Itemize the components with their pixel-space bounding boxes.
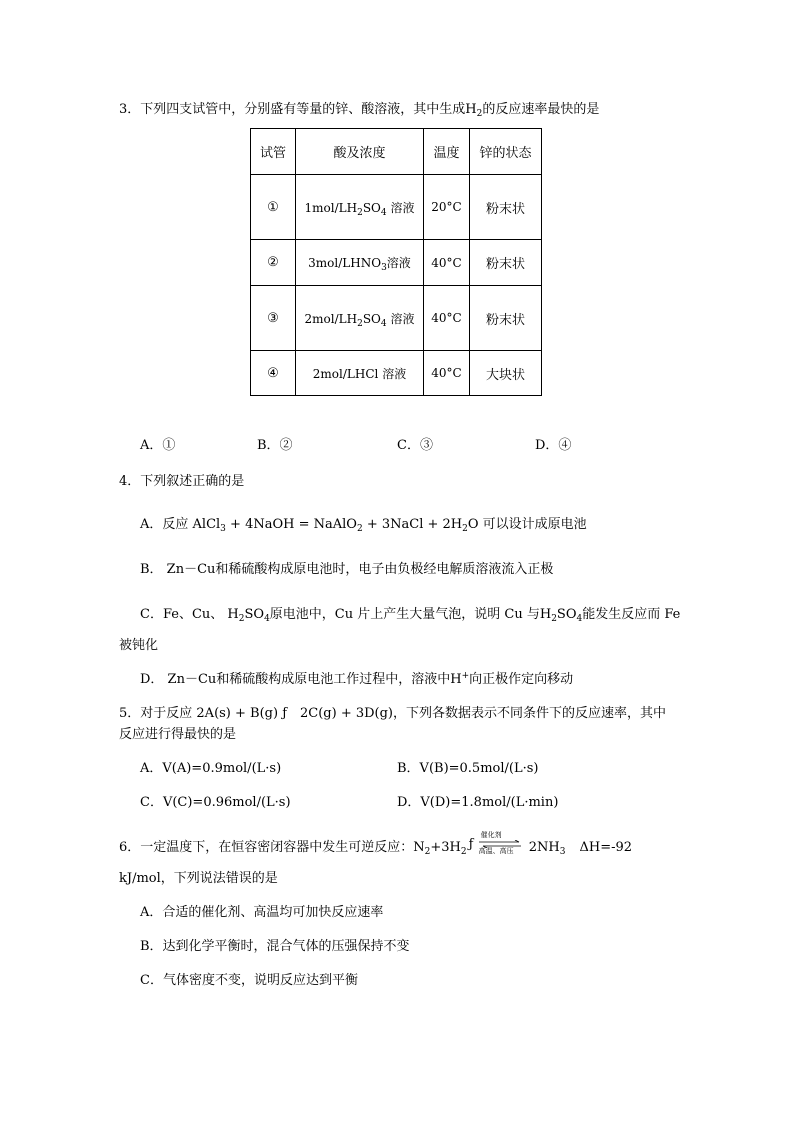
q4-option-d[interactable]: D． Zn－Cu和稀硫酸构成原电池工作过程中，溶液中H+向正极作定向移动: [140, 671, 574, 687]
q5-stem-line2: 反应进行得最快的是: [119, 727, 237, 742]
row-acid: $2mol/LH_2SO_4$ 溶液: [296, 286, 424, 351]
row-acid: 2mol/LHCl 溶液: [296, 351, 424, 396]
row-temp: 40°C: [424, 240, 470, 286]
header-zinc-state: 锌的状态: [470, 129, 542, 175]
row-id: ①: [251, 175, 296, 240]
row-state: 粉末状: [470, 240, 542, 286]
q3-stem: 3．下列四支试管中，分别盛有等量的锌、酸溶液，其中生成$H_2$的反应速率最快的是: [119, 102, 600, 119]
reversible-arrow: ƒ 催化剂 高温、高压: [467, 837, 525, 851]
q6-option-b[interactable]: B．达到化学平衡时，混合气体的压强保持不变: [140, 939, 410, 954]
q6-stem-line2: kJ/mol，下列说法错误的是: [119, 871, 278, 886]
q5-option-c[interactable]: C．V(C)=0.96mol/(L·s): [140, 795, 291, 810]
table-row: [251, 175, 542, 240]
q3-table: [250, 128, 542, 396]
table-header-row: [251, 129, 542, 175]
table-row: [251, 351, 542, 396]
q4-option-a[interactable]: A．反应 AlCl$_3$ + 4NaOH = NaAlO$_2$ + 3NaCl + $2H_2O$ 可以设计成原电池: [140, 517, 587, 534]
row-id: ②: [251, 240, 296, 286]
row-id: ④: [251, 351, 296, 396]
q4-option-c-continued: 被钝化: [119, 638, 159, 653]
q6-option-a[interactable]: A．合适的催化剂、高温均可加快反应速率: [140, 905, 384, 920]
q4-option-b[interactable]: B． Zn－Cu和稀硫酸构成原电池时，电子由负极经电解质溶液流入正极: [140, 562, 554, 577]
q6-stem: 6．一定温度下，在恒容密闭容器中发生可逆反应：$N_2+3H_2$ ƒ 催化剂 高温、高压 $2NH_3$ ΔH=-92: [119, 831, 633, 857]
q6-option-c[interactable]: C．气体密度不变，说明反应达到平衡: [140, 973, 358, 988]
row-temp: 20°C: [424, 175, 470, 240]
q4-stem: 4．下列叙述正确的是: [119, 474, 245, 489]
q5-option-b[interactable]: B．V(B)=0.5mol/(L·s): [397, 761, 539, 776]
q3-choice-c[interactable]: C．③: [397, 438, 433, 453]
table-row: [251, 286, 542, 351]
q4-option-c[interactable]: C．Fe、Cu、 $H_2SO_4$原电池中，Cu 片上产生大量气泡，说明 Cu 与$H_2SO_4$能发生反应而 Fe: [140, 607, 681, 624]
q5-option-a[interactable]: A．V(A)=0.9mol/(L·s): [140, 761, 282, 776]
row-acid: $3mol/LHNO_3$溶液: [296, 240, 424, 286]
row-state: 粉末状: [470, 175, 542, 240]
q5-option-d[interactable]: D．V(D)=1.8mol/(L·min): [397, 795, 559, 810]
q3-choice-a[interactable]: A．①: [140, 438, 176, 453]
header-acid: 酸及浓度: [296, 129, 424, 175]
row-state: 粉末状: [470, 286, 542, 351]
q3-choice-b[interactable]: B．②: [257, 438, 293, 453]
row-id: ③: [251, 286, 296, 351]
equilibrium-arrow-icon: [479, 840, 523, 848]
q5-stem: 5．对于反应 2A(s) + B(g) ƒ 2C(g) + 3D(g)，下列各数据表示不同条件下的反应速率，其中: [119, 706, 667, 721]
row-temp: 40°C: [424, 351, 470, 396]
q3-choice-d[interactable]: D．④: [535, 438, 572, 453]
header-test-tube: 试管: [251, 129, 296, 175]
header-temperature: 温度: [424, 129, 470, 175]
row-temp: 40°C: [424, 286, 470, 351]
table-row: [251, 240, 542, 286]
row-acid: $1mol/LH_2SO_4$ 溶液: [296, 175, 424, 240]
row-state: 大块状: [470, 351, 542, 396]
